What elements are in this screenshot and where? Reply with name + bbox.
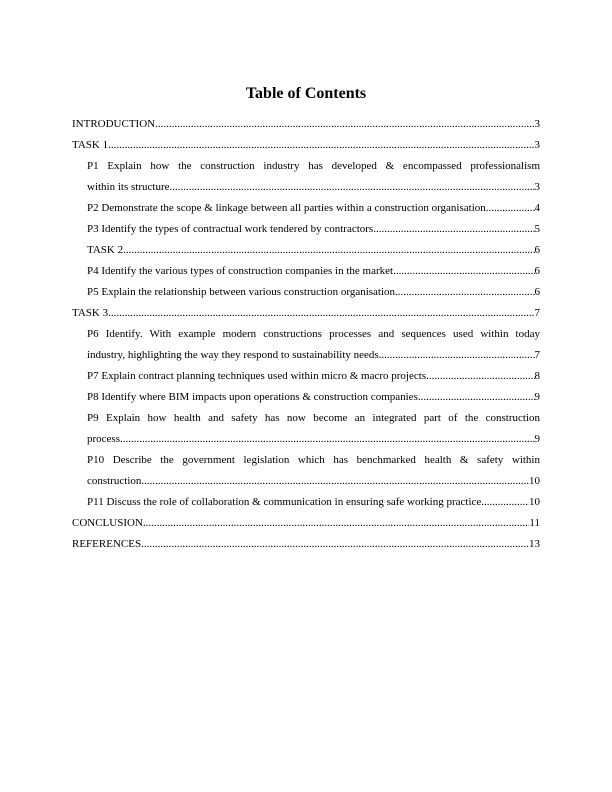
toc-entry-text-line: P6 Identify. With example modern constructions processes and sequences used within today	[87, 328, 540, 340]
dot-leader	[379, 345, 535, 366]
toc-entry-page-number: 9	[534, 433, 540, 445]
toc-entry-label: TASK 3	[72, 307, 109, 319]
toc-entry-page-number: 6	[534, 286, 540, 298]
dot-leader	[141, 471, 529, 492]
toc-entry-label: REFERENCES	[72, 538, 142, 550]
toc-entry-label: INTRODUCTION	[72, 118, 156, 130]
toc-entry[interactable]	[72, 261, 540, 282]
toc-entry[interactable]	[72, 219, 540, 240]
dot-leader	[426, 366, 534, 387]
toc-entry[interactable]	[72, 135, 540, 156]
dot-leader	[123, 240, 534, 261]
toc-entry[interactable]	[72, 198, 540, 219]
toc-entry-page-number: 8	[534, 370, 540, 382]
toc-entry-page-number: 6	[534, 244, 540, 256]
dot-leader	[108, 303, 534, 324]
toc-entry[interactable]	[72, 240, 540, 261]
toc-entry[interactable]	[72, 408, 540, 450]
dot-leader	[155, 114, 534, 135]
toc-entry-page-number: 5	[534, 223, 540, 235]
toc-entry-label: TASK 2	[87, 244, 124, 256]
dot-leader	[489, 198, 535, 219]
toc-entry-label: P7 Explain contract planning techniques used within micro & macro projects	[87, 370, 427, 382]
toc-entry[interactable]	[72, 534, 540, 555]
toc-entry-page-number: 9	[534, 391, 540, 403]
dot-leader	[395, 282, 534, 303]
toc-entry-page-number: 3	[534, 139, 540, 151]
toc-entry-text-line: P10 Describe the government legislation which has benchmarked health & safety within	[87, 454, 540, 466]
toc-entry[interactable]	[72, 114, 540, 135]
toc-entry-label: P11 Discuss the role of collaboration & communication in ensuring safe working practice	[87, 496, 482, 508]
toc-entry[interactable]	[72, 513, 540, 534]
toc-entry-page-number: 7	[534, 349, 540, 361]
dot-leader	[120, 429, 535, 450]
toc-entry[interactable]	[72, 324, 540, 366]
toc-entry-label: within its structure	[87, 181, 170, 193]
toc-entry[interactable]	[72, 387, 540, 408]
toc-entry-page-number: 3	[534, 118, 540, 130]
toc-entry-page-number: 10	[529, 496, 540, 508]
toc-entry-page-number: 10	[529, 475, 540, 487]
toc-entry-page-number: 4	[534, 202, 540, 214]
toc-entry-page-number: 13	[529, 538, 540, 550]
toc-entry-label: CONCLUSION	[72, 517, 143, 529]
toc-title: Table of Contents	[245, 85, 367, 102]
toc-entry-label: P8 Identify where BIM impacts upon operations & construction companies	[87, 391, 418, 403]
dot-leader	[418, 387, 535, 408]
toc-entry-label: P4 Identify the various types of construction companies in the market	[87, 265, 394, 277]
dot-leader	[373, 219, 534, 240]
toc-entry[interactable]	[72, 450, 540, 492]
toc-entry-text-line: P1 Explain how the construction industry has developed & encompassed professionalism	[87, 160, 540, 172]
toc-entry-label: P5 Explain the relationship between various construction organisation	[87, 286, 396, 298]
dot-leader	[108, 135, 534, 156]
dot-leader	[141, 534, 529, 555]
toc-entry-label: construction	[87, 475, 142, 487]
toc-entry-label: TASK 1	[72, 139, 109, 151]
toc-entry-page-number: 3	[534, 181, 540, 193]
toc-entry-label: industry, highlighting the way they respond to sustainability needs	[87, 349, 379, 361]
dot-leader	[393, 261, 534, 282]
toc-entry[interactable]	[72, 366, 540, 387]
toc-entry-page-number: 11	[529, 517, 540, 529]
toc-entry[interactable]	[72, 156, 540, 198]
toc-entry[interactable]	[72, 282, 540, 303]
dot-leader	[481, 492, 529, 513]
toc-entry-label: P3 Identify the types of contractual work tendered by contractors	[87, 223, 374, 235]
toc-entry-page-number: 7	[534, 307, 540, 319]
dot-leader	[143, 513, 530, 534]
toc-entry[interactable]	[72, 303, 540, 324]
toc-entry[interactable]	[72, 492, 540, 513]
table-of-contents	[72, 114, 540, 555]
toc-entry-label: process	[87, 433, 120, 445]
dot-leader	[170, 177, 535, 198]
toc-entry-text-line: P9 Explain how health and safety has now become an integrated part of the construction	[87, 412, 540, 424]
toc-entry-label: P2 Demonstrate the scope & linkage between all parties within a construction organisation.	[87, 202, 489, 214]
toc-entry-page-number: 6	[534, 265, 540, 277]
